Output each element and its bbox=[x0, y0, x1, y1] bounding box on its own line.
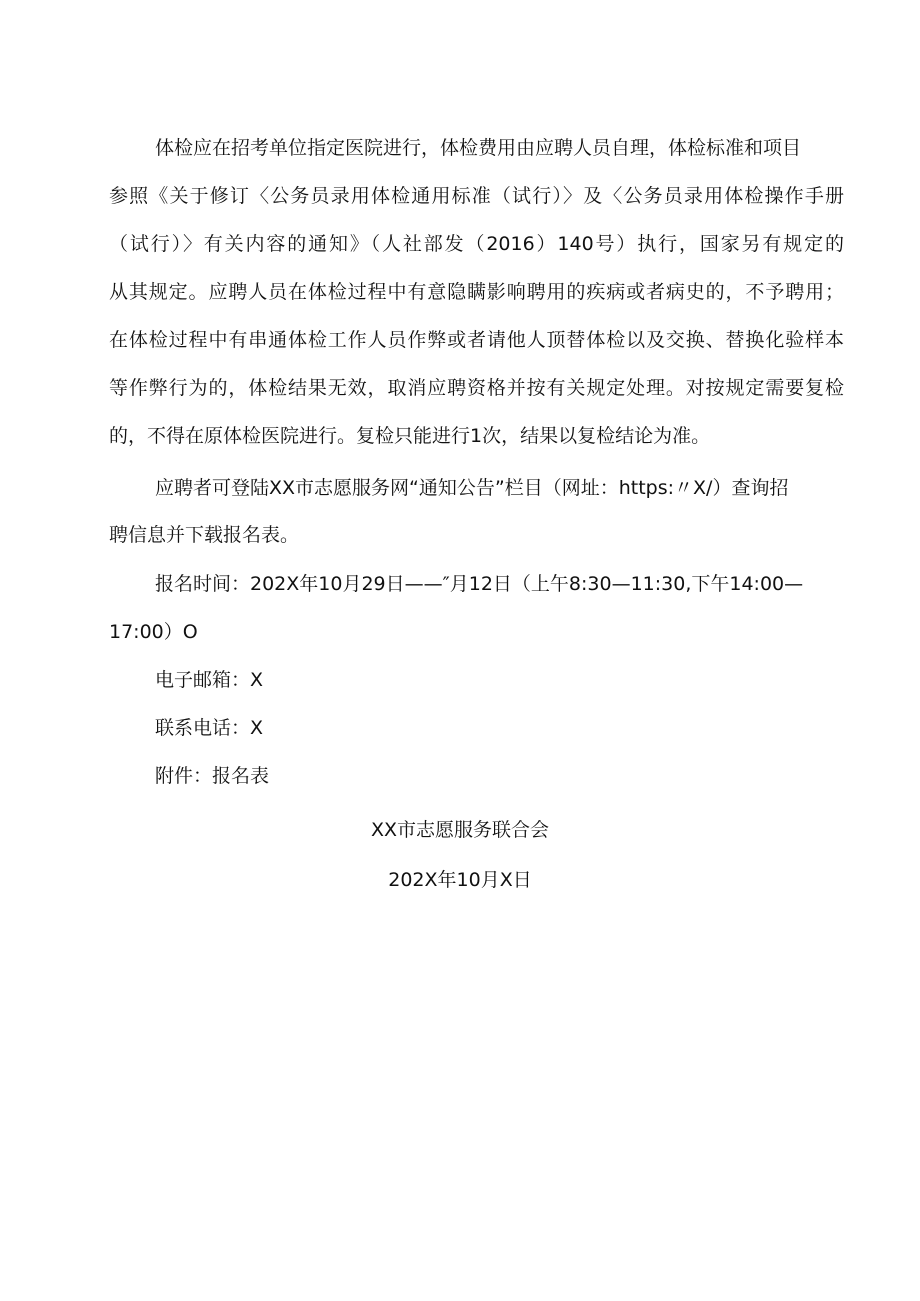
paragraph-3-line-2: 17:00）O bbox=[109, 621, 198, 643]
paragraph-1-line-4: 从其规定。应聘人员在体检过程中有意隐瞒影响聘用的疾病或者病史的，不予聘用； bbox=[109, 281, 844, 303]
paragraph-1-line-3: （试行）〉有关内容的通知》（人社部发（2016）140号）执行，国家另有规定的 bbox=[109, 233, 844, 255]
email-line: 电子邮箱：X bbox=[155, 669, 264, 691]
signature-date: 202X年10月X日 bbox=[388, 869, 532, 891]
paragraph-1-line-6: 等作弊行为的，体检结果无效，取消应聘资格并按有关规定处理。对按规定需要复检 bbox=[109, 377, 844, 399]
attachment-line: 附件：报名表 bbox=[155, 765, 270, 787]
paragraph-1-line-7: 的，不得在原体检医院进行。复检只能进行1次，结果以复检结论为准。 bbox=[109, 425, 711, 447]
paragraph-2-line-2: 聘信息并下载报名表。 bbox=[109, 524, 300, 546]
paragraph-1-line-5: 在体检过程中有串通体检工作人员作弊或者请他人顶替体检以及交换、替换化验样本 bbox=[109, 329, 844, 351]
paragraph-1-line-2: 参照《关于修订〈公务员录用体检通用标准（试行）〉及〈公务员录用体检操作手册 bbox=[109, 185, 844, 207]
paragraph-1-line-1: 体检应在招考单位指定医院进行，体检费用由应聘人员自理，体检标准和项目 bbox=[155, 137, 802, 159]
paragraph-2-line-1: 应聘者可登陆XX市志愿服务网“通知公告”栏目（网址：https:〃X/）查询招 bbox=[155, 477, 789, 499]
signature-organization: XX市志愿服务联合会 bbox=[370, 819, 550, 841]
paragraph-3-line-1: 报名时间：202X年10月29日——″月12日（上午8:30—11:30,下午14:00— bbox=[155, 573, 804, 595]
phone-line: 联系电话：X bbox=[155, 717, 264, 739]
